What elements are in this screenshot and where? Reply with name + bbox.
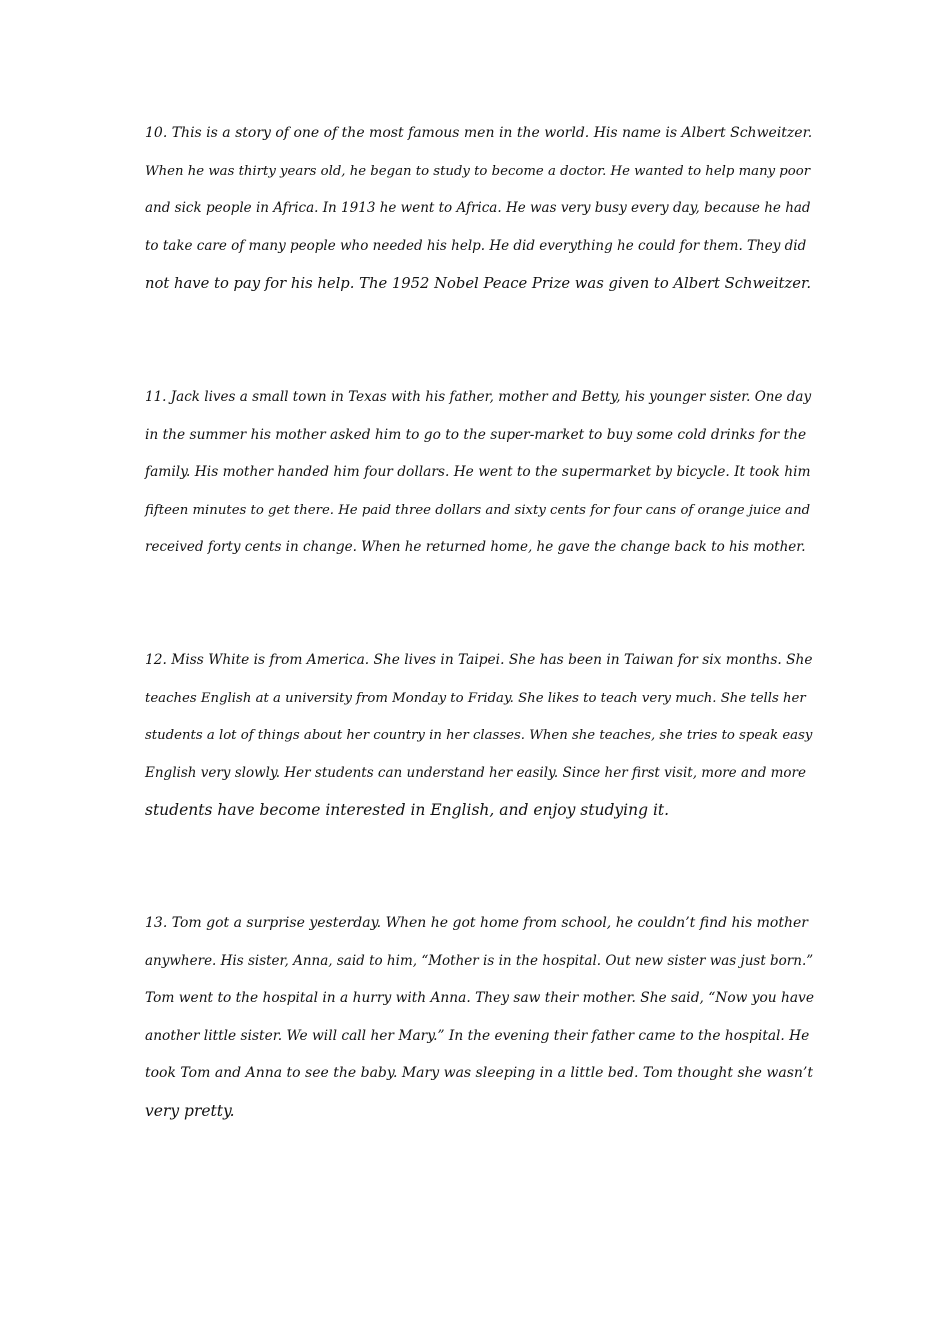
paragraph-line: anywhere. His sister, Anna, said to him, “Mother is in the hospital. Out new sister was just born.” <box>145 952 814 969</box>
paragraph-line: students have become interested in English, and enjoy studying it. <box>145 801 670 819</box>
paragraph-line: family. His mother handed him four dollars. He went to the supermarket by bicycle. It took him <box>145 464 811 480</box>
paragraph-line: in the summer his mother asked him to go to the super-market to buy some cold drinks for the <box>145 426 807 443</box>
paragraph-line: 12. Miss White is from America. She lives in Taipei. She has been in Taiwan for six months. She <box>145 652 813 668</box>
paragraph-line: took Tom and Anna to see the baby. Mary was sleeping in a little bed. Tom thought she wasn’t <box>145 1065 814 1081</box>
paragraph-line: received forty cents in change. When he returned home, he gave the change back to his mother. <box>145 539 806 555</box>
paragraph-line: Tom went to the hospital in a hurry with Anna. They saw their mother. She said, “Now you have <box>145 990 814 1006</box>
paragraph-line: teaches English at a university from Monday to Friday. She likes to teach very much. She tells her <box>145 690 806 706</box>
paragraph-line: students a lot of things about her country in her classes. When she teaches, she tries to speak easy <box>145 728 813 743</box>
paragraph-line: not have to pay for his help. The 1952 Nobel Peace Prize was given to Albert Schweitzer. <box>145 275 812 292</box>
paragraph-line: very pretty. <box>145 1101 235 1120</box>
paragraph-12 <box>145 642 815 830</box>
paragraph-line: 13. Tom got a surprise yesterday. When he got home from school, he couldn’t find his mother <box>145 915 808 931</box>
paragraph-line: English very slowly. Her students can understand her easily. Since her first visit, more and more <box>145 764 806 781</box>
paragraph-11 <box>145 379 815 567</box>
paragraph-line: 11. Jack lives a small town in Texas with his father, mother and Betty, his younger sister. One day <box>145 389 812 405</box>
paragraph-line: and sick people in Africa. In 1913 he went to Africa. He was very busy every day, because he had <box>145 200 811 216</box>
paragraph-line: When he was thirty years old, he began to study to become a doctor. He wanted to help many poor <box>145 163 811 179</box>
paragraph-line: to take care of many people who needed his help. He did everything he could for them. They did <box>145 237 807 254</box>
paragraph-line: fifteen minutes to get there. He paid three dollars and sixty cents for four cans of orange juice and <box>145 502 811 518</box>
paragraph-13 <box>145 905 815 1130</box>
paragraph-line: another little sister. We will call her Mary.” In the evening their father came to the hospital. He <box>145 1027 810 1044</box>
paragraph-10 <box>145 115 815 303</box>
paragraph-line: 10. This is a story of one of the most famous men in the world. His name is Albert Schweitzer. <box>145 125 813 141</box>
